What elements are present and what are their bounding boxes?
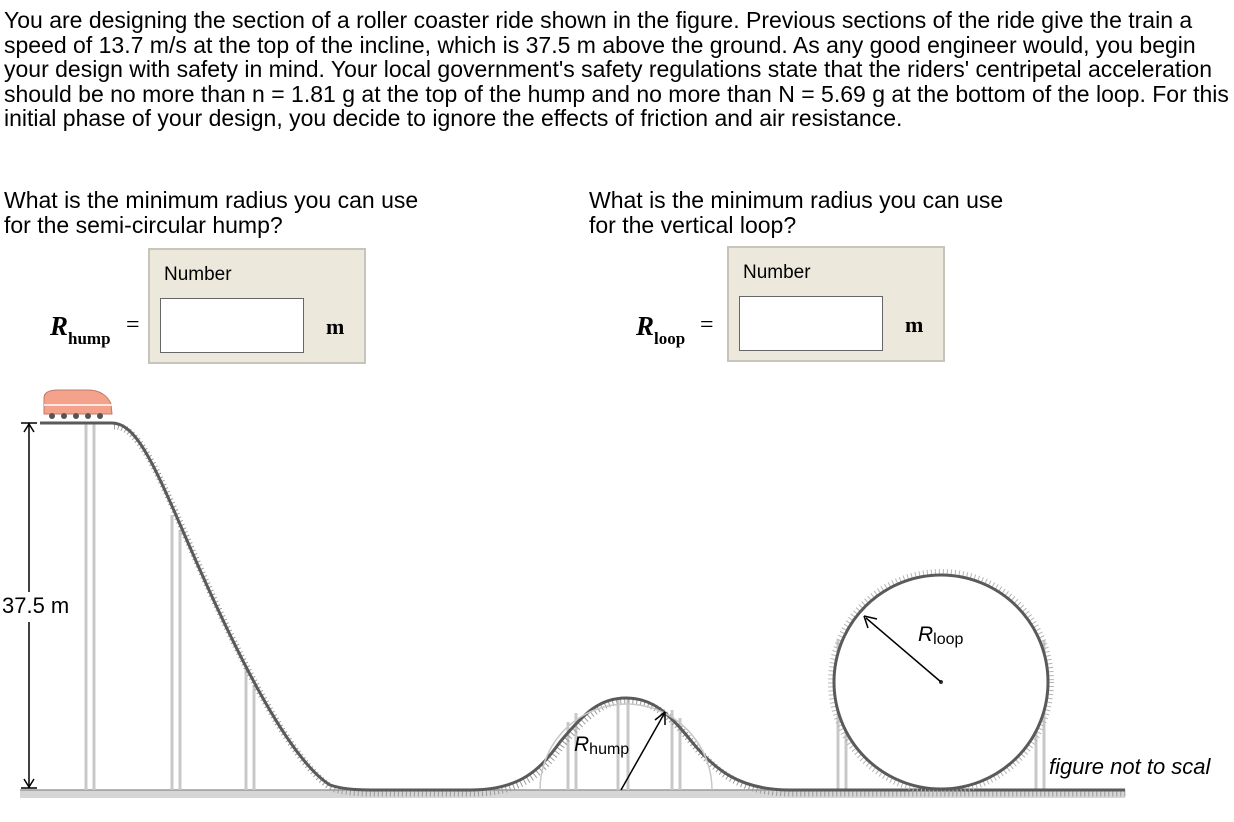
r-hump-symbol: R bbox=[50, 311, 69, 341]
unit-label: m bbox=[326, 314, 345, 339]
answer-box-hump bbox=[148, 248, 366, 364]
roller-coaster-figure bbox=[0, 380, 1234, 822]
equals-sign: = bbox=[700, 312, 714, 338]
r-hump-label bbox=[50, 311, 111, 349]
r-loop-symbol: R bbox=[636, 311, 655, 341]
unit-label: m bbox=[905, 312, 924, 337]
figure-note: figure not to scal bbox=[1049, 754, 1211, 779]
r-loop-figure-label: Rloop bbox=[918, 623, 964, 648]
question-hump: What is the minimum radius you can use for the semi-circular hump? bbox=[4, 187, 419, 238]
height-label: 37.5 m bbox=[2, 593, 70, 618]
number-label: Number bbox=[743, 262, 811, 283]
answer-box-loop bbox=[727, 246, 945, 362]
r-loop-input[interactable] bbox=[739, 296, 883, 351]
r-hump-subscript: hump bbox=[68, 329, 111, 348]
problem-statement: You are designing the section of a roller coaster ride shown in the figure. Previous sections of the ride give the train a speed of 13.7 m/s at the top of the incline, which is 37.5 m above the ground. As any good engineer would, you begin your design with safety in mind. Your local government's safety regulations state that the riders' centripetal acceleration should be no more than n = 1.81 g at the top of the hump and no more than N = 5.69 g at the bottom of the loop. For this initial phase of your design, you decide to ignore the effects of friction and air resistance. bbox=[4, 7, 1229, 131]
r-loop-label bbox=[636, 311, 685, 349]
roller-coaster-car bbox=[44, 390, 112, 419]
question-loop: What is the minimum radius you can use for the vertical loop? bbox=[589, 187, 1004, 238]
number-label: Number bbox=[164, 264, 232, 285]
r-loop-subscript: loop bbox=[654, 329, 686, 348]
hump-radius-arrowhead bbox=[655, 712, 665, 725]
r-hump-input[interactable] bbox=[160, 298, 304, 353]
r-hump-figure-label: Rhump bbox=[574, 733, 630, 758]
equals-sign: = bbox=[126, 312, 140, 338]
